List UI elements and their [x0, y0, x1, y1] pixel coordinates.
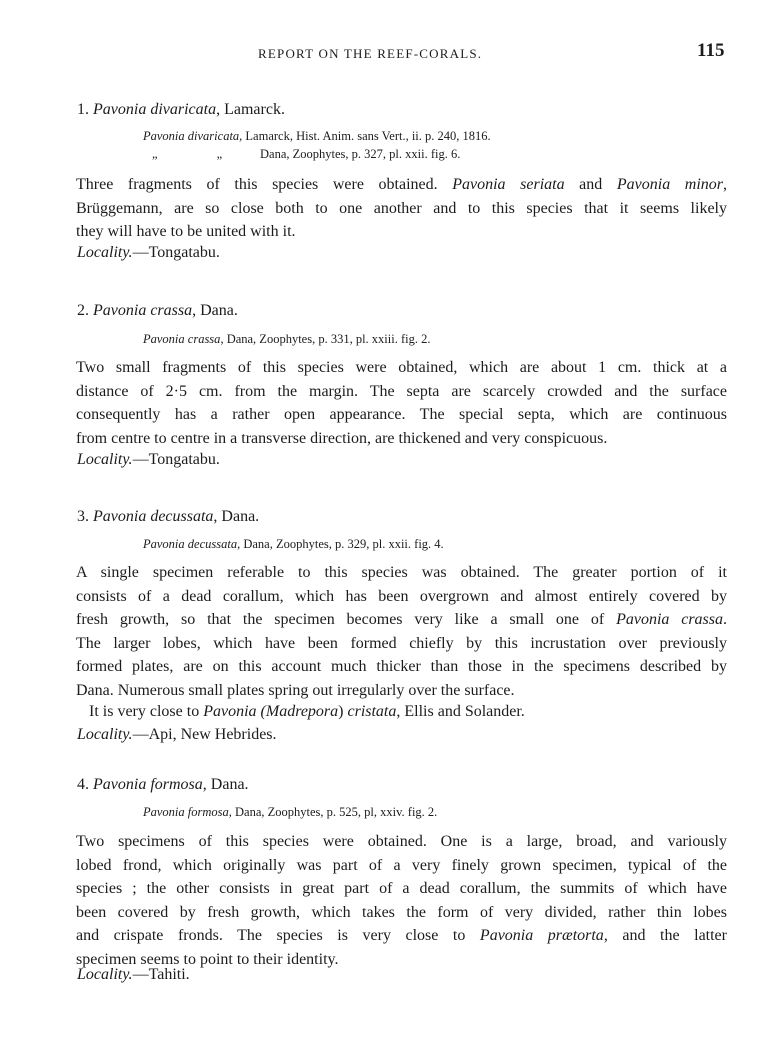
- text-line: specimen seems to point to their identity.: [76, 950, 339, 968]
- species-heading-2: 2. Pavonia crassa, Dana.: [77, 302, 238, 319]
- text-line: Dana. Numerous small plates spring out irregularly over the surface.: [76, 681, 515, 699]
- comparison-line: It is very close to Pavonia (Madrepora) cristata, Ellis and Solander.: [89, 703, 525, 720]
- locality-line: Locality.—Tongatabu.: [77, 244, 220, 261]
- species-name: Pavonia divaricata: [93, 101, 217, 118]
- synonym-line: Dana, Zoophytes, p. 327, pl. xxii. fig. 6.: [260, 147, 461, 161]
- species-description-4: [76, 830, 727, 971]
- text-line: The larger lobes, which have been formed chiefly by this incrustation over previously: [76, 634, 727, 652]
- ditto-marks: „ „: [152, 147, 251, 161]
- synonym-line: Pavonia decussata, Dana, Zoophytes, p. 329, pl. xxii. fig. 4.: [143, 537, 444, 551]
- text-line: fresh growth, so that the specimen becomes very like a small one of Pavonia crassa.: [76, 611, 728, 628]
- text-line: species ; the other consists in great part of a dead corallum, the summits of which have: [76, 880, 727, 897]
- text-line: Two specimens of this species were obtained. One is a large, broad, and variously: [76, 833, 727, 850]
- running-title: REPORT ON THE REEF-CORALS.: [258, 46, 483, 61]
- text-line: A single specimen referable to this species was obtained. The greater portion of it: [76, 564, 727, 581]
- text-line: been covered by fresh growth, which takes the form of very divided, rather thin lobes: [76, 903, 727, 921]
- text-line: they will have to be united with it.: [76, 223, 296, 240]
- text-line: formed plates, are on this account much thicker than those in the specimens described by: [76, 658, 727, 675]
- species-name: Pavonia decussata: [93, 508, 214, 525]
- species-heading-4: 4. Pavonia formosa, Dana.: [77, 776, 249, 793]
- text-line: consequently has a rather open appearance. The special septa, which are continuous: [76, 406, 727, 423]
- text-line: from centre to centre in a transverse direction, are thickened and very conspicuous.: [76, 429, 608, 447]
- species-heading-1: 1. Pavonia divaricata, Lamarck.: [77, 101, 285, 118]
- species-description-2: [76, 356, 727, 450]
- page-number: 115: [697, 40, 725, 61]
- species-heading-3: 3. Pavonia decussata, Dana.: [77, 508, 260, 525]
- text-line: consists of a dead corallum, which has been overgrown and almost entirely covered by: [76, 587, 727, 605]
- text-line: Brüggemann, are so close both to one another and to this species that it seems likely: [76, 199, 727, 217]
- text-line: lobed frond, which originally was part of a very finely grown specimen, typical of the: [76, 856, 727, 874]
- species-description-1: [76, 173, 727, 244]
- locality-line: Locality.—Tahiti.: [77, 966, 190, 983]
- synonym-line: Pavonia divaricata, Lamarck, Hist. Anim. sans Vert., ii. p. 240, 1816.: [143, 129, 491, 143]
- text-line: Three fragments of this species were obtained. Pavonia seriata and Pavonia minor,: [76, 176, 728, 193]
- synonym-line: Pavonia crassa, Dana, Zoophytes, p. 331, pl. xxiii. fig. 2.: [143, 332, 431, 346]
- species-description-3: [76, 561, 727, 702]
- synonym-line: Pavonia formosa, Dana, Zoophytes, p. 525, pl, xxiv. fig. 2.: [143, 805, 438, 819]
- text-line: and crispate fronds. The species is very close to Pavonia prætorta, and the latter: [76, 927, 727, 944]
- locality-line: Locality.—Api, New Hebrides.: [77, 726, 277, 743]
- locality-line: Locality.—Tongatabu.: [77, 451, 220, 468]
- species-name: Pavonia crassa: [93, 302, 193, 319]
- species-name: Pavonia formosa: [93, 776, 203, 793]
- text-line: Two small fragments of this species were obtained, which are about 1 cm. thick at a: [76, 359, 727, 376]
- text-line: distance of 2·5 cm. from the margin. The septa are scarcely crowded and the surface: [76, 382, 727, 400]
